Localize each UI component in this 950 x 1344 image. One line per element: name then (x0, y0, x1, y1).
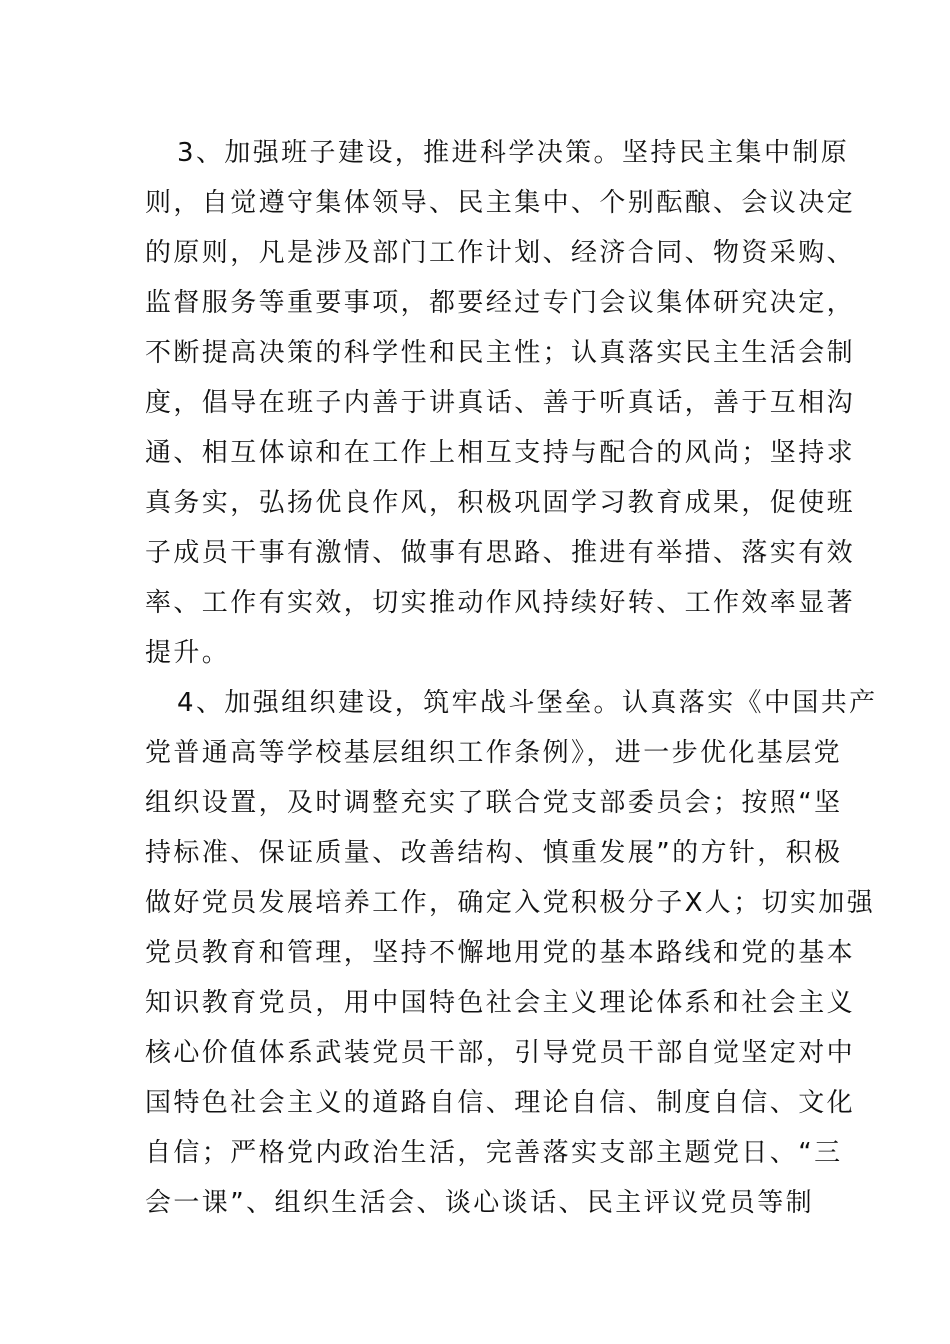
text-line: 知识教育党员，用中国特色社会主义理论体系和社会主义 (145, 988, 856, 1018)
paragraph-2-line-1 (0, 683, 950, 723)
paragraph-2-line-6 (0, 933, 950, 973)
paragraph-2-line-10 (0, 1133, 950, 1173)
text-line: 子成员干事有激情、做事有思路、推进有举措、落实有效 (145, 538, 856, 568)
paragraph-2-line-9 (0, 1083, 950, 1123)
text-line: 真务实，弘扬优良作风，积极巩固学习教育成果，促使班 (145, 488, 856, 518)
text-line: 4、加强组织建设，筑牢战斗堡垒。认真落实《中国共产 (177, 688, 878, 718)
paragraph-1-line-4 (0, 283, 950, 323)
text-line: 则，自觉遵守集体领导、民主集中、个别酝酿、会议决定 (145, 188, 856, 218)
paragraph-2-line-2 (0, 733, 950, 773)
text-line: 监督服务等重要事项，都要经过专门会议集体研究决定， (145, 288, 856, 318)
text-line: 自信；严格党内政治生活，完善落实支部主题党日、“三 (145, 1138, 843, 1168)
paragraph-1-line-11 (0, 633, 950, 673)
paragraph-1-line-5 (0, 333, 950, 373)
text-line: 国特色社会主义的道路自信、理论自信、制度自信、文化 (145, 1088, 856, 1118)
text-line: 的原则，凡是涉及部门工作计划、经济合同、物资采购、 (145, 238, 856, 268)
paragraph-2-line-5 (0, 883, 950, 923)
text-line: 持标准、保证质量、改善结构、慎重发展”的方针，积极 (145, 838, 843, 868)
text-line: 会一课”、组织生活会、谈心谈话、民主评议党员等制 (145, 1188, 815, 1218)
paragraph-1-line-7 (0, 433, 950, 473)
text-line: 做好党员发展培养工作，确定入党积极分子X人；切实加强 (145, 888, 876, 918)
text-line: 度，倡导在班子内善于讲真话、善于听真话，善于互相沟 (145, 388, 856, 418)
paragraph-1-line-1 (0, 133, 950, 173)
paragraph-2-line-7 (0, 983, 950, 1023)
paragraph-2-line-11 (0, 1183, 950, 1223)
paragraph-2-line-3 (0, 783, 950, 823)
paragraph-2-line-8 (0, 1033, 950, 1073)
paragraph-1-line-2 (0, 183, 950, 223)
text-line: 组织设置，及时调整充实了联合党支部委员会；按照“坚 (145, 788, 843, 818)
text-line: 通、相互体谅和在工作上相互支持与配合的风尚；坚持求 (145, 438, 856, 468)
paragraph-1-line-10 (0, 583, 950, 623)
text-line: 提升。 (145, 638, 231, 668)
text-line: 党普通高等学校基层组织工作条例》，进一步优化基层党 (145, 738, 843, 768)
paragraph-2-line-4 (0, 833, 950, 873)
paragraph-1-line-6 (0, 383, 950, 423)
text-line: 不断提高决策的科学性和民主性；认真落实民主生活会制 (145, 338, 856, 368)
paragraph-1-line-8 (0, 483, 950, 523)
paragraph-1-line-9 (0, 533, 950, 573)
paragraph-1-line-3 (0, 233, 950, 273)
text-line: 核心价值体系武装党员干部，引导党员干部自觉坚定对中 (145, 1038, 856, 1068)
text-line: 3、加强班子建设，推进科学决策。坚持民主集中制原 (177, 138, 850, 168)
text-line: 率、工作有实效，切实推动作风持续好转、工作效率显著 (145, 588, 856, 618)
text-line: 党员教育和管理，坚持不懈地用党的基本路线和党的基本 (145, 938, 856, 968)
